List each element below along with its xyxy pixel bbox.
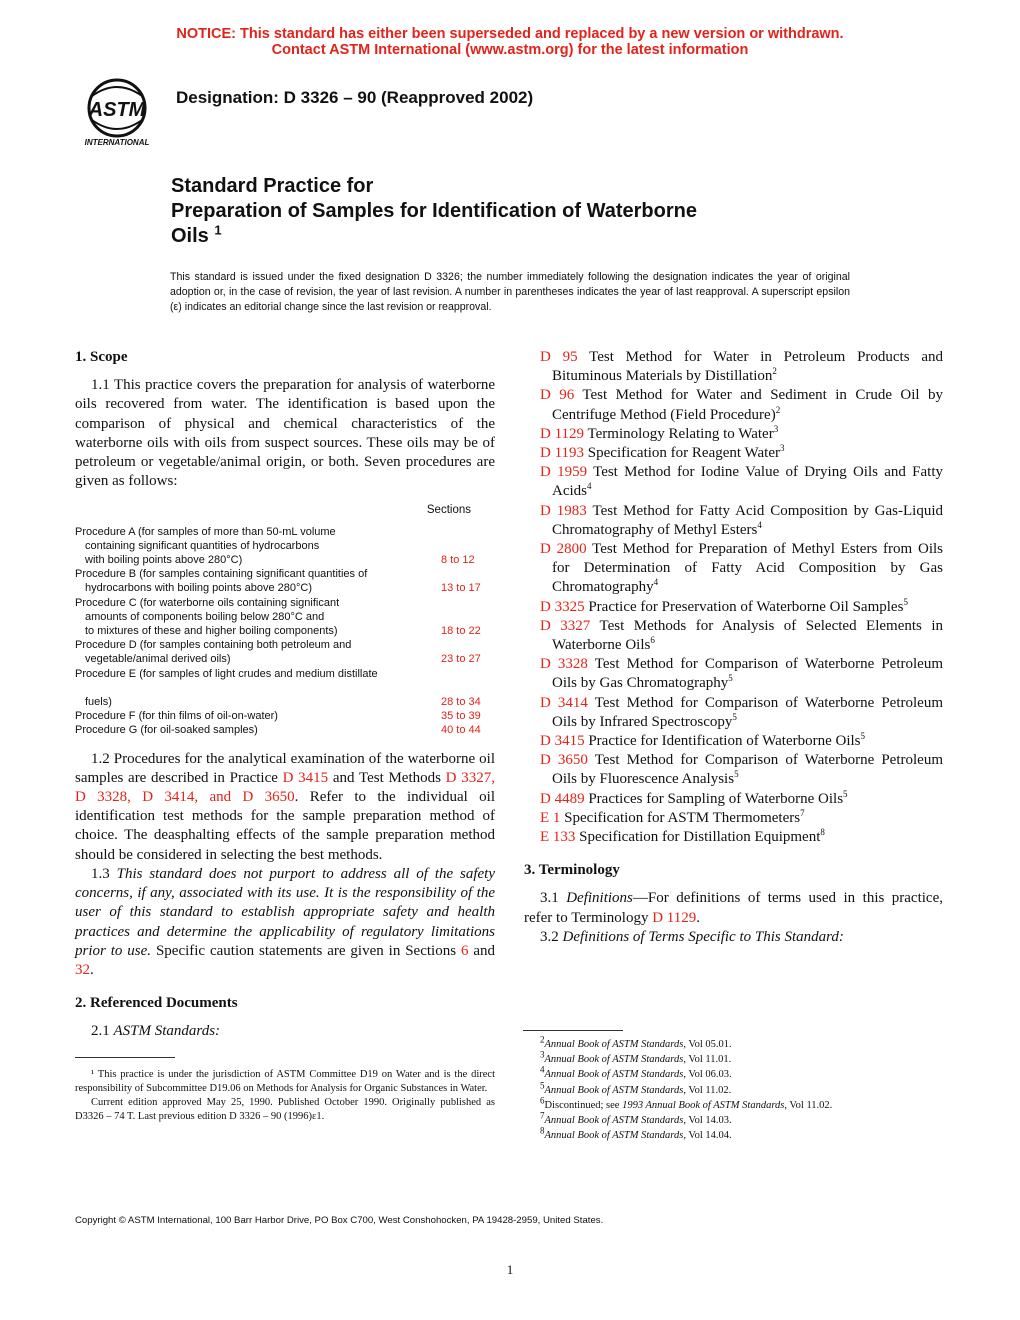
reference-footnote-mark: 3 <box>779 443 785 454</box>
copyright: Copyright © ASTM International, 100 Barr Harbor Drive, PO Box C700, West Conshohocken, PA 19428-2959, United States. <box>75 1215 604 1226</box>
procedure-range[interactable]: 40 to 44 <box>441 724 481 737</box>
footnote-number: 6 <box>540 1095 545 1106</box>
procedure-text: Procedure C (for waterborne oils containing significant <box>75 596 340 609</box>
reference-item <box>540 751 943 789</box>
reference-code-link[interactable]: D 1959 <box>540 464 588 481</box>
reference-code-link[interactable]: D 96 <box>540 387 575 404</box>
link-section-6[interactable]: 6 <box>460 942 469 959</box>
footnote-item <box>540 1110 940 1128</box>
para-3-1-text: —For definitions of terms used in this practice, refer to Terminology <box>524 890 943 926</box>
procedure-row <box>75 539 495 553</box>
procedure-row <box>75 695 495 709</box>
footnote-volume: , Vol 14.03. <box>683 1115 732 1127</box>
reference-title: Test Method for Water and Sediment in Crude Oil by Centrifuge Method (Field Procedure) <box>552 387 943 423</box>
reference-code-link[interactable]: D 1193 <box>540 445 585 462</box>
para-1-2 <box>75 750 495 865</box>
procedure-range[interactable]: 35 to 39 <box>441 710 481 723</box>
footnote-item <box>540 1095 940 1113</box>
procedure-range[interactable]: 13 to 17 <box>441 582 481 595</box>
footnote-number: 5 <box>540 1080 545 1091</box>
para-1-3-b: Specific caution statements are given in Sections <box>151 942 461 959</box>
footnote-book-title: Annual Book of ASTM Standards <box>544 1084 684 1096</box>
para-3-1-italic: Definitions <box>566 890 633 907</box>
para-3-2-num: 3.2 <box>540 928 563 945</box>
reference-code-link[interactable]: D 2800 <box>540 541 587 558</box>
procedure-list <box>75 525 495 738</box>
procedure-range <box>441 539 495 553</box>
footnote-rule-right <box>523 1030 623 1031</box>
para-1-3-num: 1.3 <box>91 865 117 882</box>
link-test-methods[interactable]: D 3327, D 3328, D 3414, and D 3650 <box>75 769 495 806</box>
footnote-book-title: Annual Book of ASTM Standards <box>544 1130 684 1142</box>
reference-code-link[interactable]: E 133 <box>540 829 576 846</box>
reference-item <box>540 444 943 463</box>
title-line-2: Preparation of Samples for Identification of Waterborne <box>171 200 697 222</box>
reference-title: Test Method for Preparation of Methyl Esters from Oils for Determination of Fatty Acid Composition by Gas Chromatography <box>552 541 943 596</box>
reference-code-link[interactable]: D 3325 <box>540 598 585 615</box>
reference-footnote-mark: 5 <box>860 731 866 742</box>
reference-footnote-mark: 2 <box>775 404 781 415</box>
reference-footnote-mark: 6 <box>650 635 655 646</box>
procedure-row <box>75 596 495 610</box>
para-3-1-end: . <box>696 909 700 926</box>
procedure-text: containing significant quantities of hydrocarbons <box>85 539 320 552</box>
reference-title: Practices for Sampling of Waterborne Oils <box>584 790 844 807</box>
reference-footnote-mark: 7 <box>800 807 805 818</box>
link-section-32[interactable]: 32 <box>75 961 90 978</box>
footnote-item <box>540 1049 940 1067</box>
reference-title: Test Method for Comparison of Waterborne Petroleum Oils by Infrared Spectroscopy <box>552 694 943 730</box>
reference-item <box>540 540 943 598</box>
designation: Designation: D 3326 – 90 (Reapproved 2002) <box>176 88 534 107</box>
para-2-1 <box>75 1022 495 1041</box>
reference-item <box>540 828 943 847</box>
reference-footnote-mark: 5 <box>843 788 848 799</box>
reference-item <box>540 732 943 751</box>
para-1-3 <box>75 865 495 980</box>
reference-item <box>540 425 943 444</box>
withdrawal-notice <box>0 26 1020 58</box>
footnote-book-title: Annual Book of ASTM Standards <box>544 1115 684 1127</box>
reference-item <box>540 790 943 809</box>
reference-code-link[interactable]: D 3415 <box>540 733 585 750</box>
para-3-2-italic: Definitions of Terms Specific to This Standard: <box>562 928 844 945</box>
procedure-text: Procedure E (for samples of light crudes and medium distillate <box>75 667 378 680</box>
procedure-range <box>441 525 495 539</box>
procedure-row <box>75 553 495 567</box>
reference-code-link[interactable]: D 3328 <box>540 656 588 673</box>
title-line-3 <box>171 224 871 249</box>
footnote-number: 2 <box>540 1034 545 1045</box>
reference-title: Specification for ASTM Thermometers <box>560 809 801 826</box>
procedure-range <box>441 596 495 610</box>
footnote-book-title: Annual Book of ASTM Standards <box>544 1054 684 1066</box>
para-2-1-num: 2.1 <box>91 1023 114 1040</box>
reference-code-link[interactable]: D 3327 <box>540 617 591 634</box>
procedure-range <box>441 667 495 681</box>
footnote-number: 8 <box>540 1125 545 1136</box>
procedure-row <box>75 723 495 737</box>
para-1-2-a: 1.2 Procedures for the analytical examination of the waterborne oil samples are described in Practice <box>75 750 495 786</box>
footnote-volume: , Vol 11.01. <box>683 1054 732 1066</box>
footnote-item <box>540 1080 940 1098</box>
link-d3415[interactable]: D 3415 <box>282 769 329 786</box>
page-number: 1 <box>506 1262 514 1277</box>
procedure-range <box>441 638 495 652</box>
footnote-volume: , Vol 14.04. <box>683 1130 732 1142</box>
astm-logo <box>72 74 162 150</box>
reference-list <box>540 348 943 847</box>
procedure-row <box>75 638 495 652</box>
procedure-text <box>75 681 88 695</box>
reference-code-link[interactable]: D 3414 <box>540 694 588 711</box>
procedure-text: Procedure A (for samples of more than 50-mL volume <box>75 525 336 538</box>
reference-title: Test Method for Comparison of Waterborne Petroleum Oils by Fluorescence Analysis <box>552 752 943 788</box>
procedure-text: fuels) <box>85 696 112 709</box>
procedure-row <box>75 652 495 666</box>
right-column <box>524 348 943 947</box>
notice-line-2: Contact ASTM International (www.astm.org) for the latest information <box>271 42 749 58</box>
link-d1129[interactable]: D 1129 <box>652 909 697 926</box>
reference-title: Specification for Distillation Equipment <box>575 829 821 846</box>
footnote-book-title: Annual Book of ASTM Standards <box>544 1039 684 1050</box>
procedure-range[interactable]: 18 to 22 <box>441 625 481 638</box>
procedure-text: Procedure D (for samples containing both petroleum and <box>75 639 352 652</box>
reference-code-link[interactable]: D 1129 <box>540 425 585 442</box>
section-2-heading: 2. Referenced Documents <box>75 995 238 1012</box>
reference-footnote-mark: 4 <box>587 481 592 492</box>
reference-title: Test Method for Fatty Acid Composition by Gas-Liquid Chromatography of Methyl Esters <box>552 502 943 538</box>
para-3-1 <box>524 889 943 927</box>
reference-title: Practice for Preservation of Waterborne Oil Samples <box>584 598 904 615</box>
reference-code-link[interactable]: D 4489 <box>540 790 585 807</box>
reference-item <box>540 809 943 828</box>
para-1-1: 1.1 This practice covers the preparation for analysis of waterborne oils recovered from water. The identification is based upon the comparison of physical and chemical characteristics of the waterborne oils with oils from suspect sources. These oils may be of petroleum or vegetable/animal origin, or both. Seven procedures are given as follows: <box>75 377 495 490</box>
footnote-number: 7 <box>540 1110 545 1121</box>
reference-code-link[interactable]: D 95 <box>540 349 578 365</box>
procedure-row <box>75 610 495 624</box>
footnotes-right <box>540 1034 940 1143</box>
reference-code-link[interactable]: D 3650 <box>540 752 588 769</box>
procedure-range[interactable]: 8 to 12 <box>441 554 475 567</box>
procedure-text: Procedure G (for oil-soaked samples) <box>75 724 258 737</box>
section-1-heading: 1. Scope <box>75 349 128 365</box>
reference-footnote-mark: 4 <box>653 577 659 588</box>
procedure-row <box>75 525 495 539</box>
procedure-row <box>75 667 495 681</box>
footnote-item <box>540 1034 940 1052</box>
procedure-row <box>75 624 495 638</box>
reference-code-link[interactable]: E 1 <box>540 809 561 826</box>
para-1-3-end: . <box>90 961 94 978</box>
footnote-1: ¹ This practice is under the jurisdiction of ASTM Committee D19 on Water and is the direct responsibility of Subcommittee D19.06 on Methods for Analysis for Organic Substances in Water. <box>75 1069 495 1094</box>
reference-footnote-mark: 4 <box>757 519 762 530</box>
footnote-1b: Current edition approved May 25, 1990. Published October 1990. Originally published as D3326 – 74 T. Last previous edition D 3326 – 90 (1996)ε1. <box>75 1097 495 1122</box>
sections-label: Sections <box>426 504 471 517</box>
reference-footnote-mark: 5 <box>732 711 737 722</box>
procedure-range <box>441 681 495 695</box>
procedure-text: Procedure B (for samples containing significant quantities of <box>75 568 368 581</box>
procedure-range[interactable]: 28 to 34 <box>441 696 481 709</box>
notice-line-1: NOTICE: This standard has either been superseded and replaced by a new version or withdrawn. <box>176 26 844 42</box>
document-title <box>171 174 871 249</box>
reference-footnote-mark: 5 <box>903 596 908 607</box>
procedure-text: vegetable/animal derived oils) <box>85 653 231 666</box>
logo-subtext: INTERNATIONAL <box>84 138 150 147</box>
logo-text: ASTM <box>88 99 146 121</box>
procedure-text: amounts of components boiling below 280°C and <box>85 610 325 623</box>
title-line-3-text: Oils <box>171 225 209 247</box>
left-column <box>75 348 495 1042</box>
reference-item <box>540 694 943 732</box>
reference-item <box>540 463 943 501</box>
para-1-2-c: . Refer to the individual oil identification test methods for the sample preparation method of choice. The deasphalting effects of the sample preparation method should be considered in selecting the best methods. <box>75 789 496 863</box>
para-1-3-and: and <box>468 942 495 959</box>
issuance-statement: This standard is issued under the fixed designation D 3326; the number immediately following the designation indicates the year of original adoption or, in the case of revision, the year of last revision. A number in parentheses indicates the year of last reapproval. A superscript epsilon (ε) indicates an editorial change since the last revision or reapproval. <box>170 271 850 313</box>
footnotes-left <box>75 1068 495 1124</box>
reference-title: Specification for Reagent Water <box>584 445 780 462</box>
reference-footnote-mark: 5 <box>734 769 739 780</box>
reference-title: Test Method for Comparison of Waterborne Petroleum Oils by Gas Chromatography <box>552 656 943 692</box>
procedure-text: hydrocarbons with boiling points above 280°C) <box>85 582 312 595</box>
reference-title: Test Methods for Analysis of Selected Elements in Waterborne Oils <box>552 617 943 654</box>
title-footnote-mark: 1 <box>214 222 222 238</box>
reference-title: Practice for Identification of Waterborne Oils <box>584 733 861 750</box>
footnote-book-title: Annual Book of ASTM Standards <box>544 1069 684 1081</box>
reference-footnote-mark: 3 <box>773 423 779 434</box>
procedure-text: Procedure F (for thin films of oil-on-water) <box>75 710 278 723</box>
footnote-number: 3 <box>540 1049 545 1060</box>
para-1-2-b: and Test Methods <box>328 769 446 786</box>
reference-footnote-mark: 2 <box>772 366 777 377</box>
reference-footnote-mark: 5 <box>728 673 733 684</box>
procedure-text: to mixtures of these and higher boiling components) <box>85 625 338 638</box>
section-3-heading: 3. Terminology <box>524 862 620 879</box>
reference-footnote-mark: 8 <box>820 827 825 838</box>
procedure-row <box>75 709 495 723</box>
procedure-row <box>75 567 495 581</box>
para-3-1-num: 3.1 <box>540 890 567 907</box>
para-1-3-italic: This standard does not purport to address all of the safety concerns, if any, associated with its use. It is the responsibility of the user of this standard to establish appropriate safety and health practices and determine the applicability of regulatory limitations prior to use. <box>75 865 496 959</box>
title-line-1: Standard Practice for <box>171 175 374 197</box>
para-3-2 <box>524 928 943 947</box>
procedure-row <box>75 681 495 695</box>
footnote-volume: , Vol 06.03. <box>683 1069 732 1081</box>
reference-title: Test Method for Water in Petroleum Products and Bituminous Materials by Distillation <box>552 349 943 385</box>
reference-item <box>540 617 943 655</box>
reference-item <box>540 502 943 540</box>
footnote-rule-left <box>75 1057 175 1058</box>
reference-code-link[interactable]: D 1983 <box>540 502 587 519</box>
astm-logo-graphic <box>72 74 162 150</box>
reference-title: Test Method for Iodine Value of Drying Oils and Fatty Acids <box>552 464 943 500</box>
footnote-volume: , Vol 05.01. <box>683 1039 732 1050</box>
procedure-range[interactable]: 23 to 27 <box>441 653 481 666</box>
para-2-1-italic: ASTM Standards: <box>113 1023 221 1040</box>
reference-item <box>540 655 943 693</box>
footnote-number: 4 <box>540 1064 545 1075</box>
reference-item <box>540 386 943 424</box>
footnote-volume: , Vol 11.02. <box>683 1084 732 1096</box>
reference-item <box>540 348 943 386</box>
procedure-range <box>441 567 495 581</box>
footnote-book-title: 1993 Annual Book of ASTM Standards <box>622 1099 785 1111</box>
procedure-range <box>441 610 495 624</box>
footnote-item <box>540 1064 940 1082</box>
footnote-volume: , Vol 11.02. <box>784 1099 833 1111</box>
footnote-pre: Discontinued; see <box>544 1099 623 1111</box>
procedure-text: with boiling points above 280°C) <box>85 554 243 567</box>
footnote-item <box>540 1125 940 1143</box>
reference-title: Terminology Relating to Water <box>584 425 774 442</box>
procedure-row <box>75 581 495 595</box>
reference-item <box>540 598 943 617</box>
